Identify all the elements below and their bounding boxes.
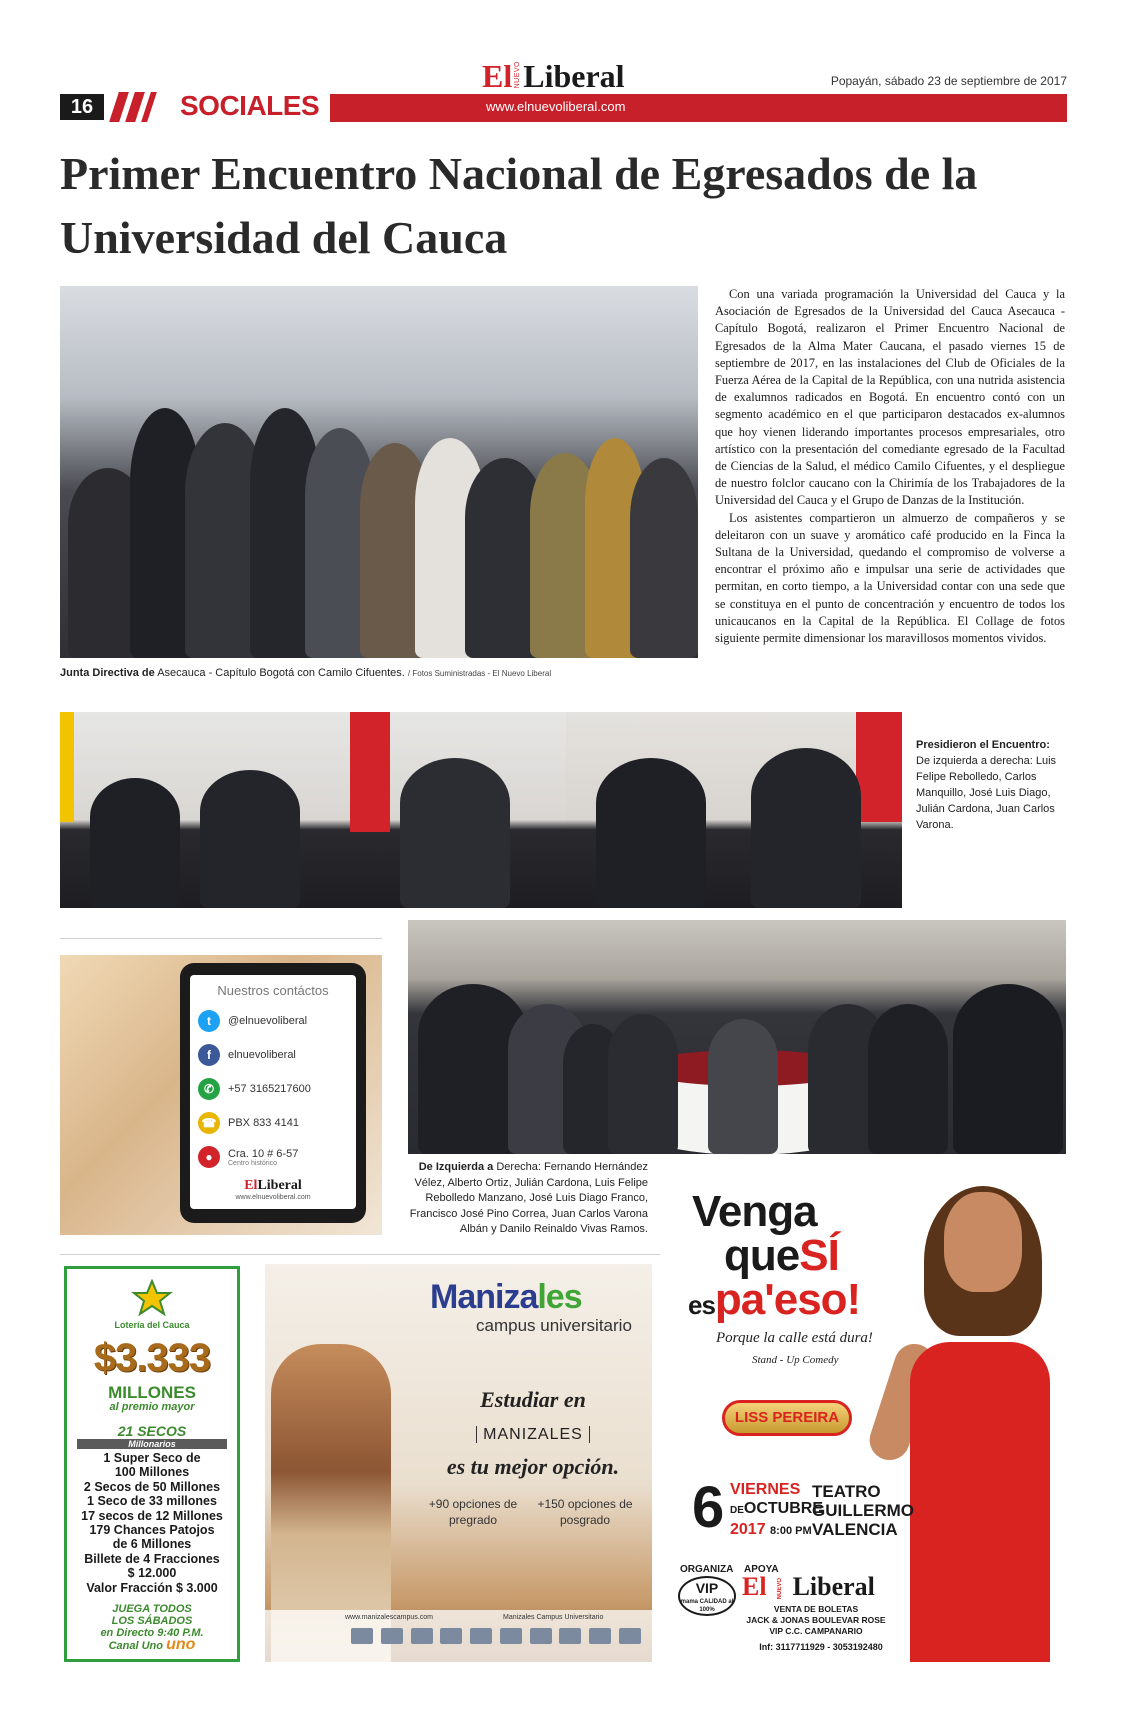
ticket-line: VENTA DE BOLETAS: [773, 1604, 859, 1614]
whatsapp-icon: ✆: [198, 1078, 220, 1100]
lottery-prize-list: [67, 1451, 237, 1595]
event-venue: [812, 1482, 914, 1539]
phone-icon: ☎: [198, 1112, 220, 1134]
newspaper-logo-small: [742, 1574, 875, 1600]
performer-name: LISS PEREIRA: [722, 1400, 852, 1436]
contact-label: @elnuevoliberal: [228, 1015, 308, 1027]
contact-label: +57 3165217600: [228, 1083, 311, 1095]
logo-el: El: [482, 58, 513, 94]
page-number: 16: [60, 94, 104, 120]
venue-line: GUILLERMO: [812, 1501, 914, 1520]
event-weekday: VIERNES: [730, 1481, 801, 1498]
logo-liberal: Liberal: [792, 1572, 875, 1601]
lottery-millones: MILLONES: [108, 1383, 196, 1402]
contacts-ad: [60, 955, 382, 1235]
title-part: les: [537, 1278, 582, 1316]
section-decoration: [141, 92, 157, 122]
headline-si: SÍ: [799, 1231, 839, 1280]
schedule-line: [67, 1636, 237, 1654]
ad-headline-paeso: [688, 1275, 861, 1327]
lottery-name: Lotería del Cauca: [114, 1320, 190, 1330]
ticket-line: VIP C.C. CAMPANARIO: [769, 1626, 863, 1636]
prize-line: Billete de 4 Fracciones: [84, 1551, 220, 1566]
sponsor-logo: [381, 1628, 403, 1644]
luncheon-caption: [408, 1160, 648, 1238]
event-de: DE: [730, 1505, 744, 1516]
presidium-caption: [916, 737, 1066, 833]
slogan-line: es tu mejor opción.: [446, 1454, 620, 1479]
tablet-logo: [198, 1178, 348, 1194]
article-body: [715, 286, 1065, 647]
lottery-secos: 21 SECOS: [117, 1423, 187, 1439]
manizales-title: [430, 1278, 582, 1317]
ticket-line: JACK & JONAS BOULEVAR ROSE: [746, 1615, 886, 1625]
logo-liberal: Liberal: [523, 58, 625, 94]
photo-credit: / Fotos Suministradas - El Nuevo Liberal: [407, 669, 552, 678]
location-pin-icon: ●: [198, 1146, 220, 1168]
contact-address[interactable]: [198, 1140, 348, 1174]
logo-el: El: [244, 1178, 258, 1193]
sponsor-logo: [470, 1628, 492, 1644]
contact-facebook[interactable]: [198, 1038, 348, 1072]
schedule-line: JUEGA TODOS: [112, 1603, 192, 1616]
caption-text: Derecha: Fernando Hernández Vélez, Alberto Ortiz, Julián Cardona, Luis Felipe Rebolledo Manzano, José Luis Diago Franco, Francisco José Pino Correa, Juan Carlos Varona Albán y Danilo Reinaldo Vivas Ramos.: [409, 1161, 648, 1235]
contact-label: [228, 1148, 298, 1167]
contact-twitter[interactable]: [198, 1004, 348, 1038]
caption-text: De izquierda a derecha: Luis Felipe Rebolledo, Carlos Manquillo, José Luis Diago, Julián Cardona, Juan Carlos Varona.: [916, 755, 1057, 831]
option-text: opciones de pregrado: [448, 1497, 518, 1527]
logo-liberal: Liberal: [257, 1178, 302, 1193]
prize-line: 179 Chances Patojos: [89, 1523, 215, 1538]
sponsor-logo: [411, 1628, 433, 1644]
vip-text: VIP: [695, 1580, 719, 1596]
headline-es: es: [688, 1290, 715, 1320]
vip-logo: [678, 1576, 736, 1616]
tablet-url: www.elnuevoliberal.com: [235, 1194, 311, 1201]
presidium-photo-right: [566, 712, 902, 908]
twitter-icon: t: [198, 1010, 220, 1032]
ad-headline-venga: Venga: [692, 1187, 817, 1236]
caption-lead: De Izquierda a: [418, 1161, 494, 1173]
prize-line: de 6 Millones: [112, 1537, 192, 1552]
article-paragraph: Los asistentes compartieron un almuerzo de compañeros y se deleitaron con un suave y aromático café producido en la Finca la Sultana de la Universidad, quedando el compromiso de volverse a encontrar el próximo año e impulsar una serie de actividades que permitan, en corto tiempo, a la Universidad contar con una sede que se constituya en el punto de concentración y encuentro de todos los unicaucanos en la Capital de la República. El Collage de fotos siguiente permite dimensionar los maravillosos momentos vividos.: [715, 510, 1065, 646]
lottery-amount: $3.333: [93, 1336, 211, 1380]
divider: [60, 1254, 660, 1255]
manizales-social[interactable]: Manizales Campus Universitario: [503, 1614, 604, 1621]
tablet-screen: [190, 975, 356, 1209]
headline-que: que: [724, 1231, 800, 1280]
option-count: +90: [428, 1497, 450, 1511]
event-time: 8:00 PM: [770, 1525, 812, 1537]
event-date: [730, 1480, 823, 1541]
organizer-label: ORGANIZA: [680, 1564, 734, 1575]
pregrado-options: [423, 1496, 523, 1528]
divider: [60, 938, 382, 939]
section-title: SOCIALES: [180, 90, 320, 121]
schedule-line: LOS SÁBADOS: [111, 1615, 193, 1628]
headline-paeso: pa'eso!: [714, 1275, 861, 1324]
sponsor-logo: [351, 1628, 373, 1644]
dateline: Popayán, sábado 23 de septiembre de 2017: [830, 74, 1067, 88]
sponsor-logos: [351, 1628, 641, 1650]
prize-line: 17 secos de 12 Millones: [81, 1508, 223, 1523]
sponsor-logo: [440, 1628, 462, 1644]
facebook-icon: f: [198, 1044, 220, 1066]
sponsor-logo: [589, 1628, 611, 1644]
slogan-line: Estudiar en: [480, 1387, 586, 1412]
slogan-line: MANIZALES: [476, 1426, 590, 1443]
article-paragraph: Con una variada programación la Universidad del Cauca y la Asociación de Egresados de la Universidad del Cauca Asecauca - Capítulo Bogotá, realizaron el Primer Encuentro Nacional de Egresados de la Alma Mater Caucana, el pasado viernes 15 de septiembre de 2017, en las instalaciones del Club de Oficiales de la Fuerza Aérea de la Capital de la República, con una nutrida asistencia de exalumnos radicados en Bogotá. En encuentro contó con un segmento académico en el que participaron destacados ex-alumnos que hoy vienen liderando importantes procesos empresariales, otro artístico con la presentación del comediante egresado de la Facultad de Ciencias de la Salud, el médico Camilo Cifuentes, y el despliegue de nuestro folclor caucano con la Chirimía de los Trabajadores de la Universidad del Cauca y el Grupo de Danzas de la Institución.: [715, 287, 1065, 508]
prize-line: 1 Super Seco de: [103, 1451, 201, 1465]
ad-tagline: Porque la calle está dura!: [716, 1330, 873, 1346]
lottery-schedule: [67, 1603, 237, 1652]
lottery-premio: al premio mayor: [109, 1401, 195, 1413]
lottery-secos-band: Millonarios: [77, 1439, 227, 1449]
caption-text: Asecauca - Capítulo Bogotá con Camilo Cifuentes.: [157, 667, 405, 679]
ad-headline-que: [724, 1231, 839, 1280]
manizales-subtitle: campus universitario: [476, 1316, 632, 1335]
standup-comedy-ad[interactable]: [672, 1180, 1067, 1662]
ticket-sales: [746, 1604, 886, 1637]
caption-lead: Junta Directiva de: [60, 667, 155, 679]
event-day: 6: [692, 1475, 725, 1540]
ad-model-photo: [882, 1192, 1062, 1662]
luncheon-photo: [408, 920, 1066, 1154]
header-bar: [330, 94, 1067, 122]
posgrado-options: [535, 1496, 635, 1528]
prize-line: 100 Millones: [114, 1465, 190, 1480]
info-phones: Inf: 3117711929 - 3053192480: [759, 1642, 883, 1652]
address-sub: Centro histórico: [228, 1159, 278, 1167]
logo-nuevo: NUEVO: [514, 60, 522, 88]
group-photo-caption: [60, 667, 551, 679]
tablet-graphic: [180, 963, 366, 1223]
website-link[interactable]: www.elnuevoliberal.com: [486, 99, 626, 114]
contact-phone[interactable]: [198, 1106, 348, 1140]
manizales-url[interactable]: www.manizalescampus.com: [345, 1614, 433, 1621]
channel-label: Canal Uno: [108, 1640, 163, 1653]
sponsor-label: APOYA: [744, 1564, 779, 1575]
prize-line: Valor Fracción $ 3.000: [86, 1580, 218, 1595]
schedule-line: en Directo 9:40 P.M.: [100, 1627, 204, 1640]
title-part: Maniza: [430, 1278, 538, 1316]
group-photo: [60, 286, 698, 658]
contact-label: PBX 833 4141: [228, 1117, 299, 1129]
logo-nuevo: NUEVO: [776, 1578, 783, 1600]
venue-line: VALENCIA: [812, 1520, 898, 1539]
lottery-ad[interactable]: [64, 1266, 240, 1662]
newspaper-logo[interactable]: [482, 58, 642, 92]
prize-line: 1 Seco de 33 millones: [87, 1494, 217, 1509]
contact-whatsapp[interactable]: [198, 1072, 348, 1106]
sponsor-logo: [559, 1628, 581, 1644]
sponsor-logo: [530, 1628, 552, 1644]
vip-sub: mama CALIDAD al 100%: [680, 1599, 734, 1613]
channel-logo: uno: [166, 1636, 196, 1654]
contact-label: elnuevoliberal: [228, 1049, 296, 1061]
manizales-slogan: [433, 1384, 633, 1483]
presidium-photo-left: [60, 712, 566, 908]
caption-lead: Presidieron el Encuentro:: [916, 739, 1050, 751]
address-label: Cra. 10 # 6-57: [228, 1147, 299, 1160]
star-icon: [122, 1279, 182, 1319]
logo-el: El: [742, 1572, 767, 1601]
option-text: opciones de posgrado: [559, 1497, 633, 1527]
contacts-title: Nuestros contáctos: [217, 983, 329, 998]
event-year: 2017: [730, 1521, 766, 1538]
sponsor-logo: [500, 1628, 522, 1644]
prize-line: 2 Secos de 50 Millones: [83, 1479, 221, 1494]
prize-line: $ 12.000: [127, 1566, 177, 1581]
ad-genre: Stand - Up Comedy: [752, 1354, 839, 1366]
venue-line: TEATRO: [812, 1482, 881, 1501]
manizales-ad[interactable]: [265, 1264, 652, 1662]
article-headline: Primer Encuentro Nacional de Egresados de la Universidad del Cauca: [60, 148, 978, 263]
option-count: +150: [537, 1497, 565, 1511]
event-month: OCTUBRE: [743, 1500, 824, 1517]
sponsor-logo: [619, 1628, 641, 1644]
